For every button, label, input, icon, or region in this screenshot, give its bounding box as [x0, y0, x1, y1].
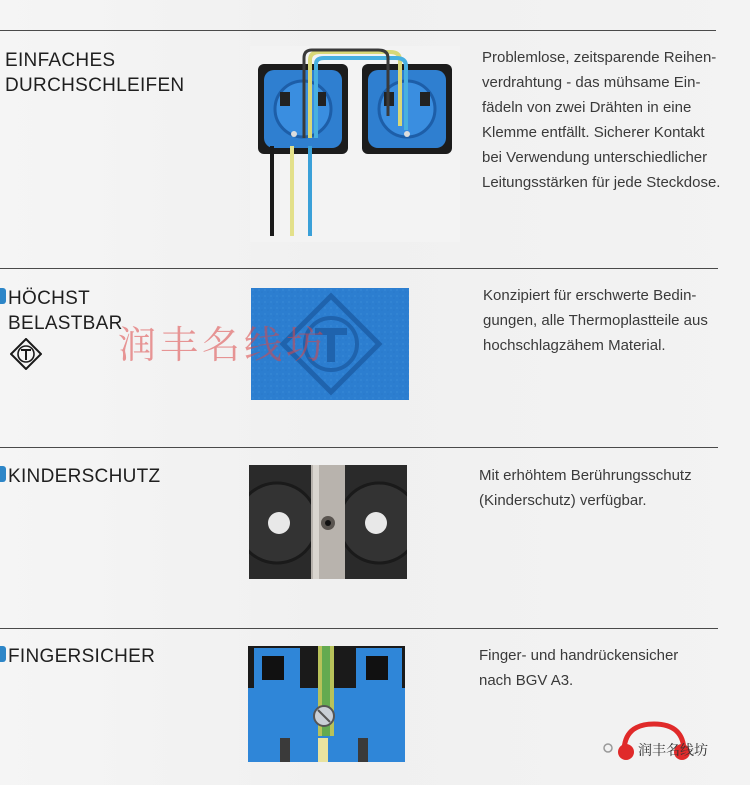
high-load-symbol-icon [10, 338, 42, 370]
divider-2 [0, 268, 718, 269]
socket-wiring-photo [250, 46, 460, 242]
section-4-description: Finger- und handrückensicher nach BGV A3. [479, 647, 679, 689]
section-3-title [8, 464, 160, 489]
section-4-title-line1: FINGERSICHER [8, 646, 156, 667]
section-3-title-line1: KINDERSCHUTZ [8, 466, 161, 487]
section-1-title [5, 48, 184, 98]
section-1-title-line1: EINFACHES [5, 50, 116, 71]
section-2-title-line1: HÖCHST [8, 288, 91, 309]
section-3-bullet [0, 466, 6, 482]
divider-4 [0, 628, 718, 629]
divider-top [0, 30, 716, 31]
divider-3 [0, 447, 718, 448]
section-2-title-line2: BELASTBAR [8, 313, 123, 334]
section-4-bullet [0, 646, 6, 662]
watermark-corner-text: 润丰名线坊 [638, 742, 708, 758]
section-2-bullet [0, 288, 6, 304]
finger-safe-terminal-photo [248, 646, 405, 762]
section-2-description: Konzipiert für erschwerte Bedin- gungen, alle Thermoplastteile aus hochschlagzähem Material. [483, 287, 708, 354]
section-4-title [8, 644, 155, 669]
section-2-title [8, 286, 123, 336]
watermark-center-text: 润丰名线坊 [118, 323, 329, 367]
section-1-title-line2: DURCHSCHLEIFEN [5, 75, 185, 96]
child-protection-socket-photo [249, 465, 407, 579]
section-3-description: Mit erhöhtem Berührungsschutz (Kinderschutz) verfügbar. [479, 467, 692, 509]
section-1-description: Problemlose, zeitsparende Reihen- verdrahtung - das mühsame Ein- fädeln von zwei Drähten in eine Klemme entfällt. Sicherer Kontakt bei Verwendung unterschiedlicher Leitungsstärken für jede Steckdose. [482, 49, 721, 191]
